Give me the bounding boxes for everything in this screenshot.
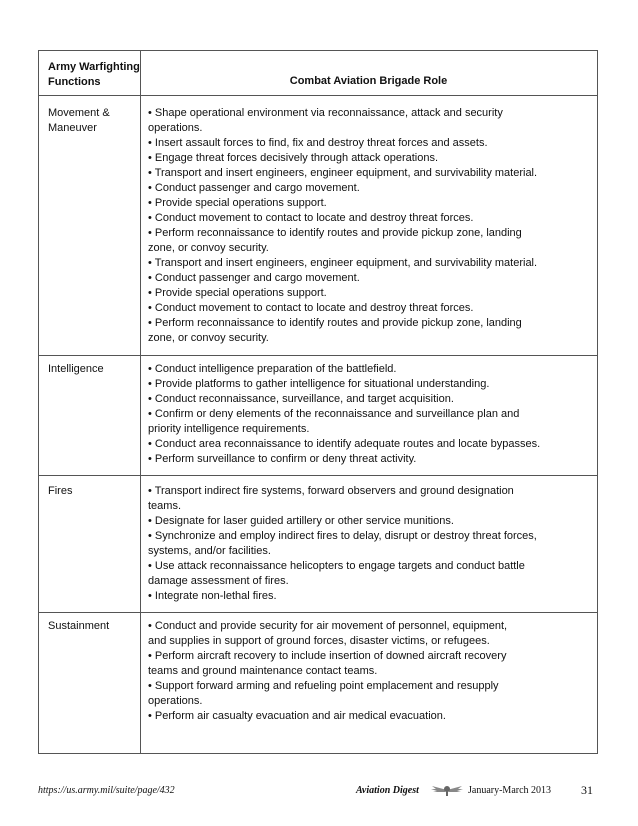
function-line: Movement & [48,107,110,119]
header-role: Combat Aviation Brigade Role [289,75,448,87]
role-line: • Conduct and provide security for air movement of personnel, equipment, [148,620,508,632]
role-sustainment [148,619,593,724]
role-line: • Support forward arming and refueling point emplacement and resupply [148,680,499,692]
role-line: • Provide platforms to gather intelligence for situational understanding. [148,378,490,390]
row-divider [39,95,597,96]
role-line: • Perform reconnaissance to identify routes and provide pickup zone, landing [148,227,522,239]
role-movement-maneuver [148,106,593,346]
role-fires [148,484,593,604]
role-line: • Use attack reconnaissance helicopters to engage targets and conduct battle [148,560,525,572]
role-line: • Perform air casualty evacuation and air medical evacuation. [148,710,446,722]
role-line: • Integrate non-lethal fires. [148,590,277,602]
column-divider [140,51,141,753]
role-line: and supplies in support of ground forces, disaster victims, or refugees. [148,635,490,647]
aviation-wings-icon [430,781,464,802]
function-line: Fires [48,485,73,497]
role-line: • Perform surveillance to confirm or deny threat activity. [148,453,417,465]
warfighting-functions-table [38,50,598,754]
role-line: teams. [148,500,182,512]
role-intelligence [148,362,593,467]
header-functions-line: Functions [48,76,101,88]
aviation-wings-icon-graphic [430,781,464,799]
footer-magazine-title: Aviation Digest [356,785,419,796]
role-line: • Shape operational environment via reconnaissance, attack and security [148,107,503,119]
role-line: • Transport indirect fire systems, forward observers and ground designation [148,485,514,497]
role-line: • Conduct passenger and cargo movement. [148,182,360,194]
role-line: priority intelligence requirements. [148,423,310,435]
function-sustainment [48,619,136,634]
role-line: • Conduct movement to contact to locate and destroy threat forces. [148,302,474,314]
role-line: • Synchronize and employ indirect fires to delay, disrupt or destroy threat forces, [148,530,537,542]
function-line: Sustainment [48,620,110,632]
role-line: zone, or convoy security. [148,332,269,344]
role-line: operations. [148,695,203,707]
role-line: • Engage threat forces decisively through attack operations. [148,152,439,164]
function-fires [48,484,136,499]
role-line: • Provide special operations support. [148,197,327,209]
role-line: • Insert assault forces to find, fix and destroy threat forces and assets. [148,137,488,149]
role-line: • Transport and insert engineers, engineer equipment, and survivability material. [148,257,538,269]
role-line: • Designate for laser guided artillery or other service munitions. [148,515,454,527]
row-divider [39,475,597,476]
role-line: • Provide special operations support. [148,287,327,299]
role-line: • Conduct intelligence preparation of the battlefield. [148,363,397,375]
role-line: • Conduct movement to contact to locate and destroy threat forces. [148,212,474,224]
role-line: • Perform reconnaissance to identify routes and provide pickup zone, landing [148,317,522,329]
header-functions-line: Army Warfighting [48,61,140,73]
row-divider [39,355,597,356]
role-line: • Conduct reconnaissance, surveillance, and target acquisition. [148,393,454,405]
function-line: Intelligence [48,363,104,375]
function-line: Maneuver [48,122,97,134]
header-functions [48,60,140,90]
function-intelligence [48,362,136,377]
role-line: • Conduct passenger and cargo movement. [148,272,360,284]
role-line: damage assessment of fires. [148,575,289,587]
footer-date: January-March 2013 [468,785,552,796]
page-footer [38,781,600,801]
role-line: • Perform aircraft recovery to include insertion of downed aircraft recovery [148,650,507,662]
page-number: 31 [581,783,593,797]
function-movement-maneuver [48,106,136,136]
role-line: systems, and/or facilities. [148,545,271,557]
role-line: • Confirm or deny elements of the reconnaissance and surveillance plan and [148,408,520,420]
footer-url[interactable]: https://us.army.mil/suite/page/432 [38,785,175,796]
row-divider [39,612,597,613]
role-line: • Conduct area reconnaissance to identify adequate routes and locate bypasses. [148,438,541,450]
role-line: operations. [148,122,203,134]
role-line: • Transport and insert engineers, engineer equipment, and survivability material. [148,167,538,179]
role-line: teams and ground maintenance contact teams. [148,665,378,677]
role-line: zone, or convoy security. [148,242,269,254]
